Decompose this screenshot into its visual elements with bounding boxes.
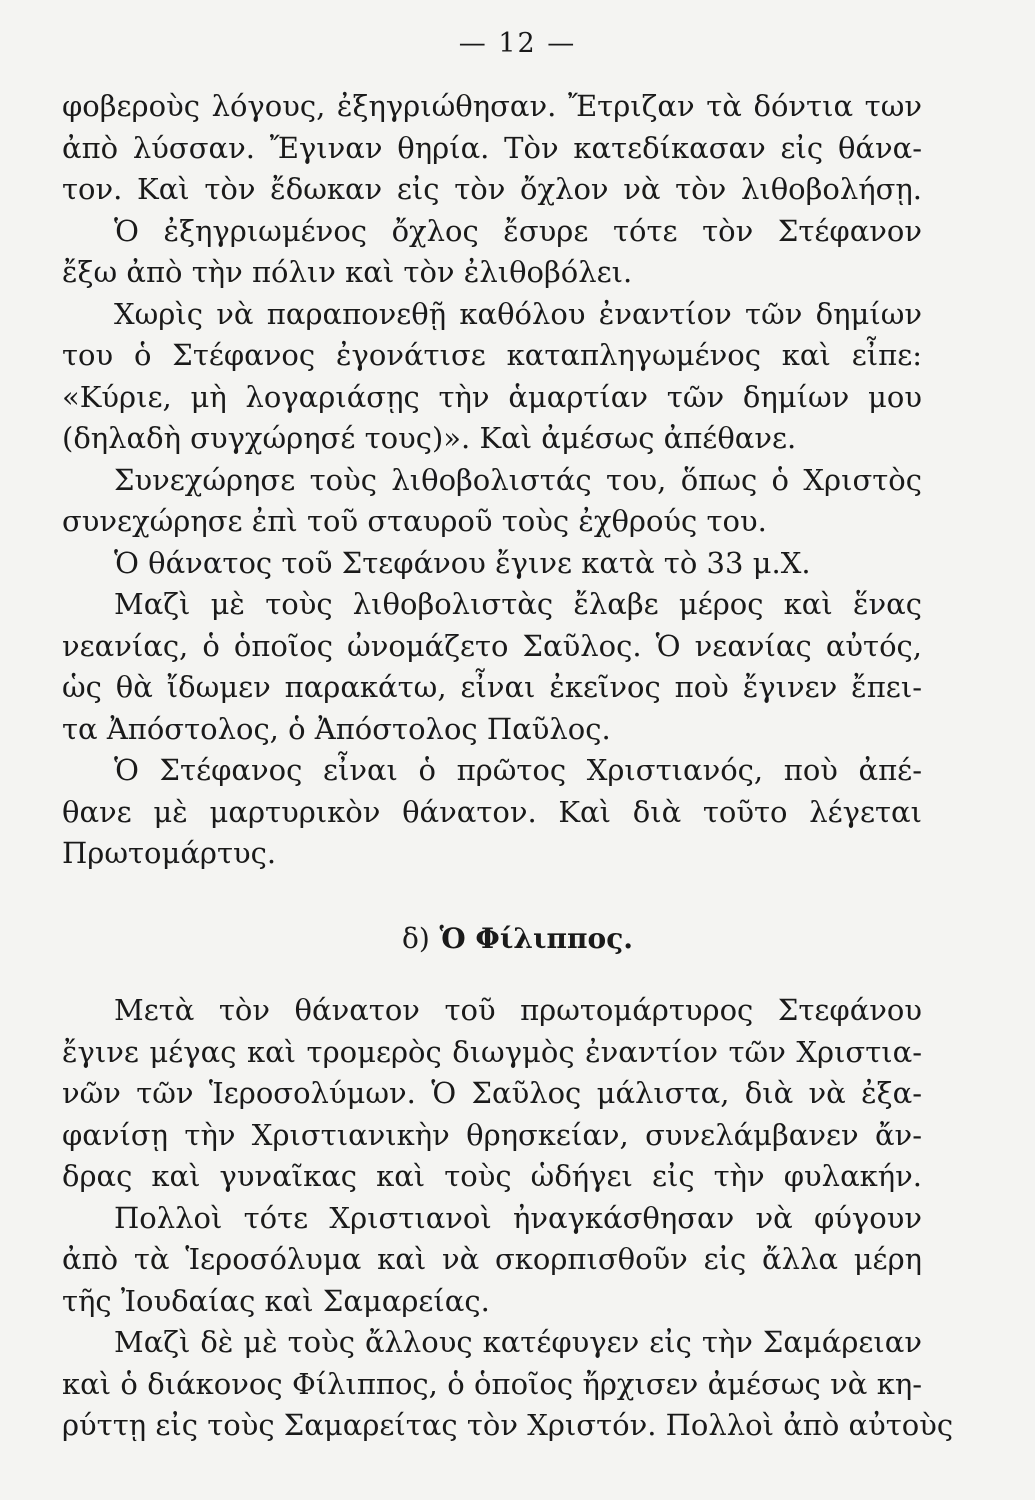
text-line: (δηλαδὴ συγχώρησέ τους)». Καὶ ἀμέσως ἀπέθανε. — [62, 421, 797, 455]
text-block-top — [62, 86, 922, 875]
text-line: θανε μὲ μαρτυρικὸν θάνατον. Καὶ διὰ τοῦτο λέγεται — [62, 794, 922, 829]
page-number: — 12 — — [458, 28, 577, 59]
text-line: φοβεροὺς λόγους, ἐξηγριώθησαν. Ἔτριζαν τὰ δόντια των — [62, 89, 922, 123]
text-line: ἀπὸ λύσσαν. Ἔγιναν θηρία. Τὸν κατεδίκασαν εἰς θάνα- — [62, 130, 922, 165]
text-line: νεανίας, ὁ ὁποῖος ὠνομάζετο Σαῦλος. Ὁ νεανίας αὐτός, — [62, 628, 922, 663]
text-line: νῶν τῶν Ἱεροσολύμων. Ὁ Σαῦλος μάλιστα, διὰ νὰ ἐξα- — [62, 1076, 922, 1110]
section-heading-title: Ὁ Φίλιππος. — [439, 922, 634, 955]
text-line: Ὁ ἐξηγριωμένος ὄχλος ἔσυρε τότε τὸν Στέφανον — [114, 213, 922, 248]
text-line: ρύττῃ εἰς τοὺς Σαμαρείτας τὸν Χριστόν. Πολλοὶ ἀπὸ αὐτοὺς — [62, 1408, 954, 1442]
text-line: ἔξω ἀπὸ τὴν πόλιν καὶ τὸν ἐλιθοβόλει. — [62, 255, 633, 289]
text-block-bottom — [62, 990, 954, 1447]
text-line: «Κύριε, μὴ λογαριάσῃς τὴν ἁμαρτίαν τῶν δημίων μου — [62, 379, 922, 414]
text-line: Μαζὶ δὲ μὲ τοὺς ἄλλους κατέφυγεν εἰς τὴν Σαμάρειαν — [114, 1325, 922, 1359]
text-line: Μετὰ τὸν θάνατον τοῦ πρωτομάρτυρος Στεφάνου — [114, 993, 922, 1027]
text-line: ἀπὸ τὰ Ἱεροσόλυμα καὶ νὰ σκορπισθοῦν εἰς ἄλλα μέρη — [62, 1242, 922, 1276]
text-line: τῆς Ἰουδαίας καὶ Σαμαρείας. — [62, 1283, 490, 1318]
text-line: Ὁ Στέφανος εἶναι ὁ πρῶτος Χριστιανός, ποὺ ἀπέ- — [114, 753, 922, 787]
text-line: Πρωτομάρτυς. — [62, 836, 277, 870]
text-line: τον. Καὶ τὸν ἔδωκαν εἰς τὸν ὄχλον νὰ τὸν λιθοβολήσῃ. — [62, 172, 922, 206]
text-line: Χωρὶς νὰ παραπονεθῇ καθόλου ἐναντίον τῶν δημίων — [114, 296, 922, 331]
text-line: συνεχώρησε ἐπὶ τοῦ σταυροῦ τοὺς ἐχθρούς του. — [62, 504, 767, 538]
text-line: δρας καὶ γυναῖκας καὶ τοὺς ὡδήγει εἰς τὴν φυλακήν. — [62, 1159, 922, 1193]
section-heading-prefix: δ) — [401, 922, 430, 955]
text-line: τα Ἀπόστολος, ὁ Ἀπόστολος Παῦλος. — [62, 711, 611, 746]
text-line: ἔγινε μέγας καὶ τρομερὸς διωγμὸς ἐναντίον τῶν Χριστια- — [62, 1034, 922, 1069]
text-line: φανίσῃ τὴν Χριστιανικὴν θρησκείαν, συνελάμβανεν ἄν- — [62, 1117, 922, 1152]
text-line: Μαζὶ μὲ τοὺς λιθοβολιστὰς ἔλαβε μέρος καὶ ἕνας — [114, 587, 922, 621]
text-line: ὡς θὰ ἴδωμεν παρακάτω, εἶναι ἐκεῖνος ποὺ ἔγινεν ἔπει- — [62, 670, 922, 704]
text-line: του ὁ Στέφανος ἐγονάτισε καταπληγωμένος καὶ εἶπε: — [62, 338, 922, 372]
section-heading — [0, 922, 1035, 955]
text-line: Πολλοὶ τότε Χριστιανοὶ ἠναγκάσθησαν νὰ φύγουν — [114, 1200, 922, 1235]
text-line: καὶ ὁ διάκονος Φίλιππος, ὁ ὁποῖος ἤρχισεν ἀμέσως νὰ κη- — [62, 1366, 922, 1401]
text-line: Ὁ θάνατος τοῦ Στεφάνου ἔγινε κατὰ τὸ 33 μ.Χ. — [114, 545, 811, 580]
text-line: Συνεχώρησε τοὺς λιθοβολιστάς του, ὅπως ὁ Χριστὸς — [114, 462, 922, 497]
